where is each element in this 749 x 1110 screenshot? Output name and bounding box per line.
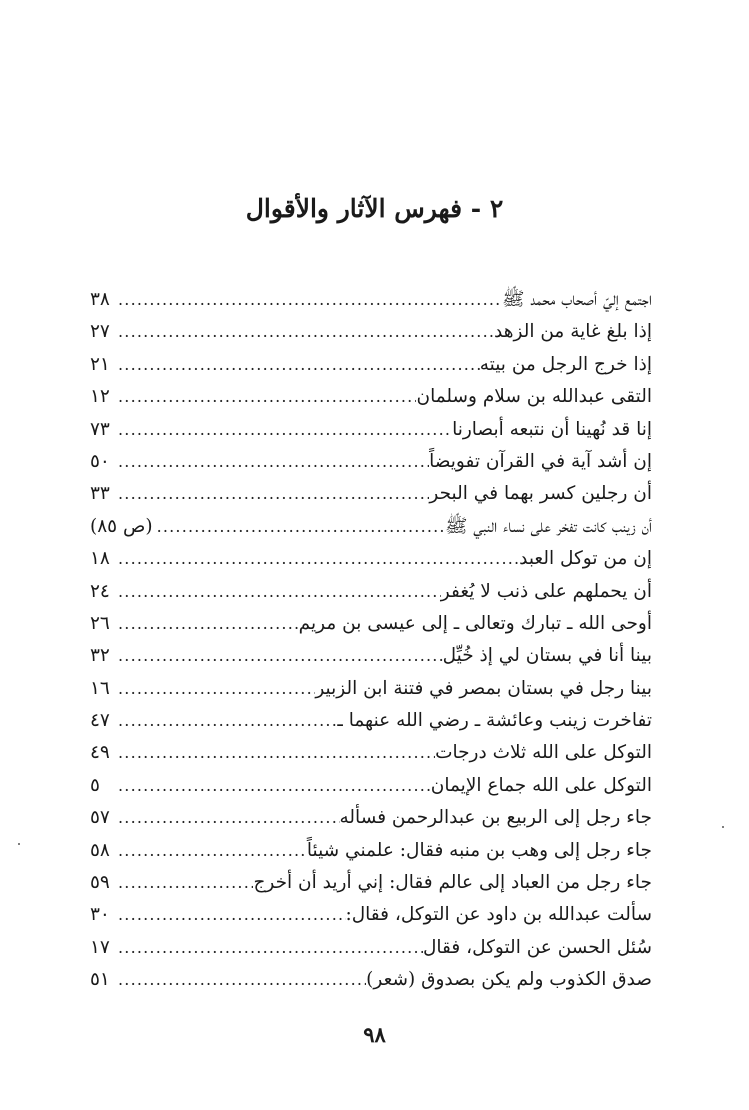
- index-entry: [90, 899, 652, 931]
- index-entry: [90, 770, 652, 802]
- leader-dots: [114, 414, 452, 446]
- entry-text: التوكل على الله ثلاث درجات: [435, 742, 652, 764]
- entry-text: التقى عبدالله بن سلام وسلمان: [416, 386, 652, 408]
- leader-dots: [114, 705, 337, 737]
- leader-dots: [114, 381, 416, 413]
- scan-speck: [722, 826, 724, 828]
- entry-page-ref: ١٨: [90, 548, 110, 570]
- leader-dots: [114, 608, 299, 640]
- entry-page-ref: ٥٧: [90, 807, 110, 829]
- leader-dots: [114, 802, 340, 834]
- index-entry: [90, 381, 652, 413]
- leader-dots: [114, 737, 435, 769]
- entry-page-ref: ٥: [90, 774, 100, 796]
- entry-text: إن من توكل العبد: [519, 548, 652, 570]
- index-entry: [90, 737, 652, 769]
- entry-text: أن يحملهم على ذنب لا يُغفر: [440, 580, 652, 602]
- entry-text: أن رجلين كسر بهما في البحر: [429, 483, 652, 505]
- index-entry: [90, 284, 652, 316]
- index-entry: [90, 446, 652, 478]
- entry-text: جاء رجل إلى وهب بن منبه فقال: علمني شيئاً: [306, 839, 652, 861]
- leader-dots: [153, 511, 446, 543]
- entry-page-ref: ٣٨: [90, 289, 110, 310]
- entry-text: التوكل على الله جماع الإيمان: [430, 774, 652, 796]
- index-entry: [90, 673, 652, 705]
- leader-dots: [114, 349, 480, 381]
- page-title: ٢ - فهرس الآثار والأقوال: [245, 193, 504, 223]
- index-entry: [90, 511, 652, 543]
- index-entry: [90, 576, 652, 608]
- index-entry: [90, 964, 652, 996]
- entry-page-ref: ٥٩: [90, 872, 110, 894]
- index-entry: [90, 349, 652, 381]
- entry-page-ref: ٣٢: [90, 645, 110, 667]
- entry-page-ref: ٢٧: [90, 321, 110, 343]
- index-entry: [90, 705, 652, 737]
- index-entry: [90, 867, 652, 899]
- entry-text: سُئل الحسن عن التوكل، فقال: [422, 936, 652, 958]
- leader-dots: [114, 673, 315, 705]
- entry-page-ref: (ص ٨٥): [90, 515, 153, 537]
- leader-dots: [114, 932, 423, 964]
- entry-page-ref: ٢٦: [90, 612, 110, 634]
- entry-text: إذا خرج الرجل من بيته: [479, 353, 652, 375]
- leader-dots: [114, 964, 366, 996]
- entry-page-ref: ٥١: [90, 969, 110, 991]
- entry-page-ref: ٤٧: [90, 710, 110, 732]
- entry-text: أن زينب كانت تفخر على نساء النبي ﷺ: [445, 515, 652, 537]
- leader-dots: [114, 770, 431, 802]
- index-entry: [90, 316, 652, 348]
- index-entry: [90, 543, 652, 575]
- entry-page-ref: ٣٣: [90, 483, 110, 505]
- leader-dots: [114, 446, 429, 478]
- entry-text: بينا رجل في بستان بمصر في فتنة ابن الزبير: [315, 677, 652, 699]
- entry-page-ref: ١٦: [90, 677, 110, 699]
- entry-page-ref: ٧٣: [90, 418, 110, 440]
- index-entry: [90, 835, 652, 867]
- entry-page-ref: ١٧: [90, 936, 110, 958]
- leader-dots: [114, 640, 443, 672]
- entry-page-ref: ٢١: [90, 353, 110, 375]
- entry-text: اجتمع إليّ أصحاب محمد ﷺ: [502, 289, 652, 310]
- entry-text: إنا قد نُهينا أن نتبعه أبصارنا: [452, 418, 652, 440]
- leader-dots: [114, 543, 519, 575]
- entry-text: إذا بلغ غاية من الزهد: [494, 321, 652, 343]
- leader-dots: [114, 316, 494, 348]
- entry-page-ref: ٢٤: [90, 580, 110, 602]
- index-entry: [90, 640, 652, 672]
- index-entry: [90, 932, 652, 964]
- leader-dots: [114, 284, 502, 316]
- entry-page-ref: ٣٠: [90, 904, 110, 926]
- entry-text: إن أشد آية في القرآن تفويضاً: [429, 450, 652, 472]
- entry-text: سألت عبدالله بن داود عن التوكل، فقال:: [345, 904, 652, 926]
- leader-dots: [114, 899, 346, 931]
- leader-dots: [114, 835, 307, 867]
- entry-page-ref: ٤٩: [90, 742, 110, 764]
- index-entry: [90, 608, 652, 640]
- entry-text: بينا أنا في بستان لي إذ خُيِّل: [442, 645, 652, 667]
- entry-text: جاء رجل من العباد إلى عالم فقال: إني أريد أن أخرج: [253, 872, 652, 894]
- index-entry: [90, 802, 652, 834]
- index-list: [90, 284, 652, 997]
- entry-page-ref: ٥٠: [90, 450, 110, 472]
- entry-page-ref: ٥٨: [90, 839, 110, 861]
- index-entry: [90, 478, 652, 510]
- leader-dots: [114, 576, 441, 608]
- scan-speck: [18, 843, 20, 845]
- entry-page-ref: ١٢: [90, 386, 110, 408]
- entry-text: جاء رجل إلى الربيع بن عبدالرحمن فسأله: [339, 807, 652, 829]
- entry-text: تفاخرت زينب وعائشة ـ رضي الله عنهما ـ: [337, 710, 652, 732]
- leader-dots: [114, 478, 429, 510]
- entry-text: أوحى الله ـ تبارك وتعالى ـ إلى عيسى بن مريم: [298, 612, 652, 634]
- entry-text: صدق الكذوب ولم يكن بصدوق (شعر): [366, 969, 652, 991]
- leader-dots: [114, 867, 253, 899]
- page-number: ٩٨: [363, 1022, 386, 1047]
- index-entry: [90, 414, 652, 446]
